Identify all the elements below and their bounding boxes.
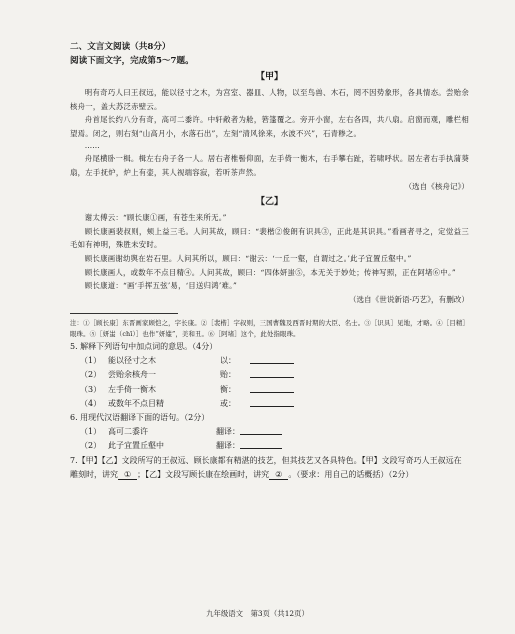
question-5-stem: 5. 解释下列语句中加点词的意思。（4分） [70,341,218,351]
answer-blank-2[interactable]: ② [269,470,288,480]
question-5-item: （2） 尝贻余核舟一 贻： [70,368,469,382]
yi-paragraph: 顾长康画裴叔则，颊上益三毛。人问其故，顾曰：“裴楷②俊朗有识具③，正此是其识具。”看画者寻之，定觉益三毛如有神明，殊胜未安时。 [70,226,469,250]
passage-yi-heading: 【乙】 [255,197,283,208]
yi-paragraph: 谢太傅云：“顾长康①画，有苍生来所无。” [84,213,227,223]
yi-source: （选自《世说新语·巧艺》，有删改） [348,294,469,304]
page-footer: 九年级语文 第3页（共12页） [206,609,309,618]
passage-jia-heading: 【甲】 [255,72,283,82]
answer-blank[interactable] [250,397,294,407]
answer-blank[interactable] [250,368,294,378]
section-title: 二、文言文阅读（共8分） [70,42,171,52]
instruction: 阅读下面文字，完成第5～7题。 [70,56,194,66]
question-7: 7.【甲】【乙】文段所写的王叔远、顾长康都有精湛的技艺，但其技艺又各具特色。【甲】文段写奇巧人王叔远在雕刻时，讲究 ① ；【乙】文段写顾长康在绘画时，讲究 ② 。（要求：用自己的话概括）（2分） [70,455,462,479]
yi-paragraph: 顾长康画人，或数年不点目精④。人问其故，顾曰：“四体妍蚩⑤，本无关于妙处；传神写照，正在阿堵⑥中。” [84,267,456,277]
answer-blank[interactable] [250,354,294,364]
jia-paragraph: 舟尾横卧一楫。楫左右舟子各一人。居右者椎髻仰面，左手倚一衡木，右手攀右趾，若啸呼状。居左者右手执蒲葵扇，左手抚炉，炉上有壶，其人视端容寂，若听茶声然。 [70,154,469,177]
answer-blank[interactable] [240,439,282,449]
jia-paragraph: 舟首尾长约八分有奇，高可二黍许。中轩敞者为舱，箬篷覆之。旁开小窗，左右各四，共八扇。启窗而观，雕栏相望焉。闭之，则右刻“山高月小，水落石出”，左刻“清风徐来，水波不兴”，石青糁之。 [70,115,469,138]
yi-paragraph: 顾长康画谢幼舆在岩石里。人问其所以，顾曰：“谢云：‘一丘一壑，自谓过之。’此子宜置丘壑中。” [84,253,412,263]
yi-paragraph: 顾长康道：“画‘手挥五弦’易，‘目送归鸿’难。” [84,281,238,291]
jia-ellipsis: …… [84,141,100,151]
question-6-item: （1） 高可二黍许 翻译： [70,425,469,439]
jia-source: （选自《核舟记》） [404,181,469,191]
question-5-item: （3） 左手倚一衡木 衡： [70,383,469,397]
footnotes: 注：①［顾长康］东晋画家顾恺之，字长康。②［裴楷］字叔则，三国曹魏及西晋时期的大臣、名士。③［识具］见地，才略。④［目精］眼珠。⑤［妍蚩（chī）］也作“妍媸”，美和丑。⑥［阿堵］这个，此处指眼珠。 [70,319,469,339]
notes-divider [70,313,178,314]
question-6-stem: 6. 用现代汉语翻译下面的语句。（2分） [70,412,210,422]
answer-blank[interactable] [240,425,282,435]
answer-blank[interactable] [250,383,294,393]
question-6-item: （2） 此子宜置丘壑中 翻译： [70,439,469,453]
answer-blank-1[interactable]: ① [118,470,137,480]
question-5-item: （1） 能以径寸之木 以： [70,354,469,368]
jia-paragraph: 明有奇巧人曰王叔远，能以径寸之木，为宫室、器皿、人物，以至鸟兽、木石，罔不因势象形，各具情态。尝贻余核舟一，盖大苏泛赤壁云。 [70,88,469,111]
question-5-item: （4） 或数年不点目精 或： [70,397,469,411]
